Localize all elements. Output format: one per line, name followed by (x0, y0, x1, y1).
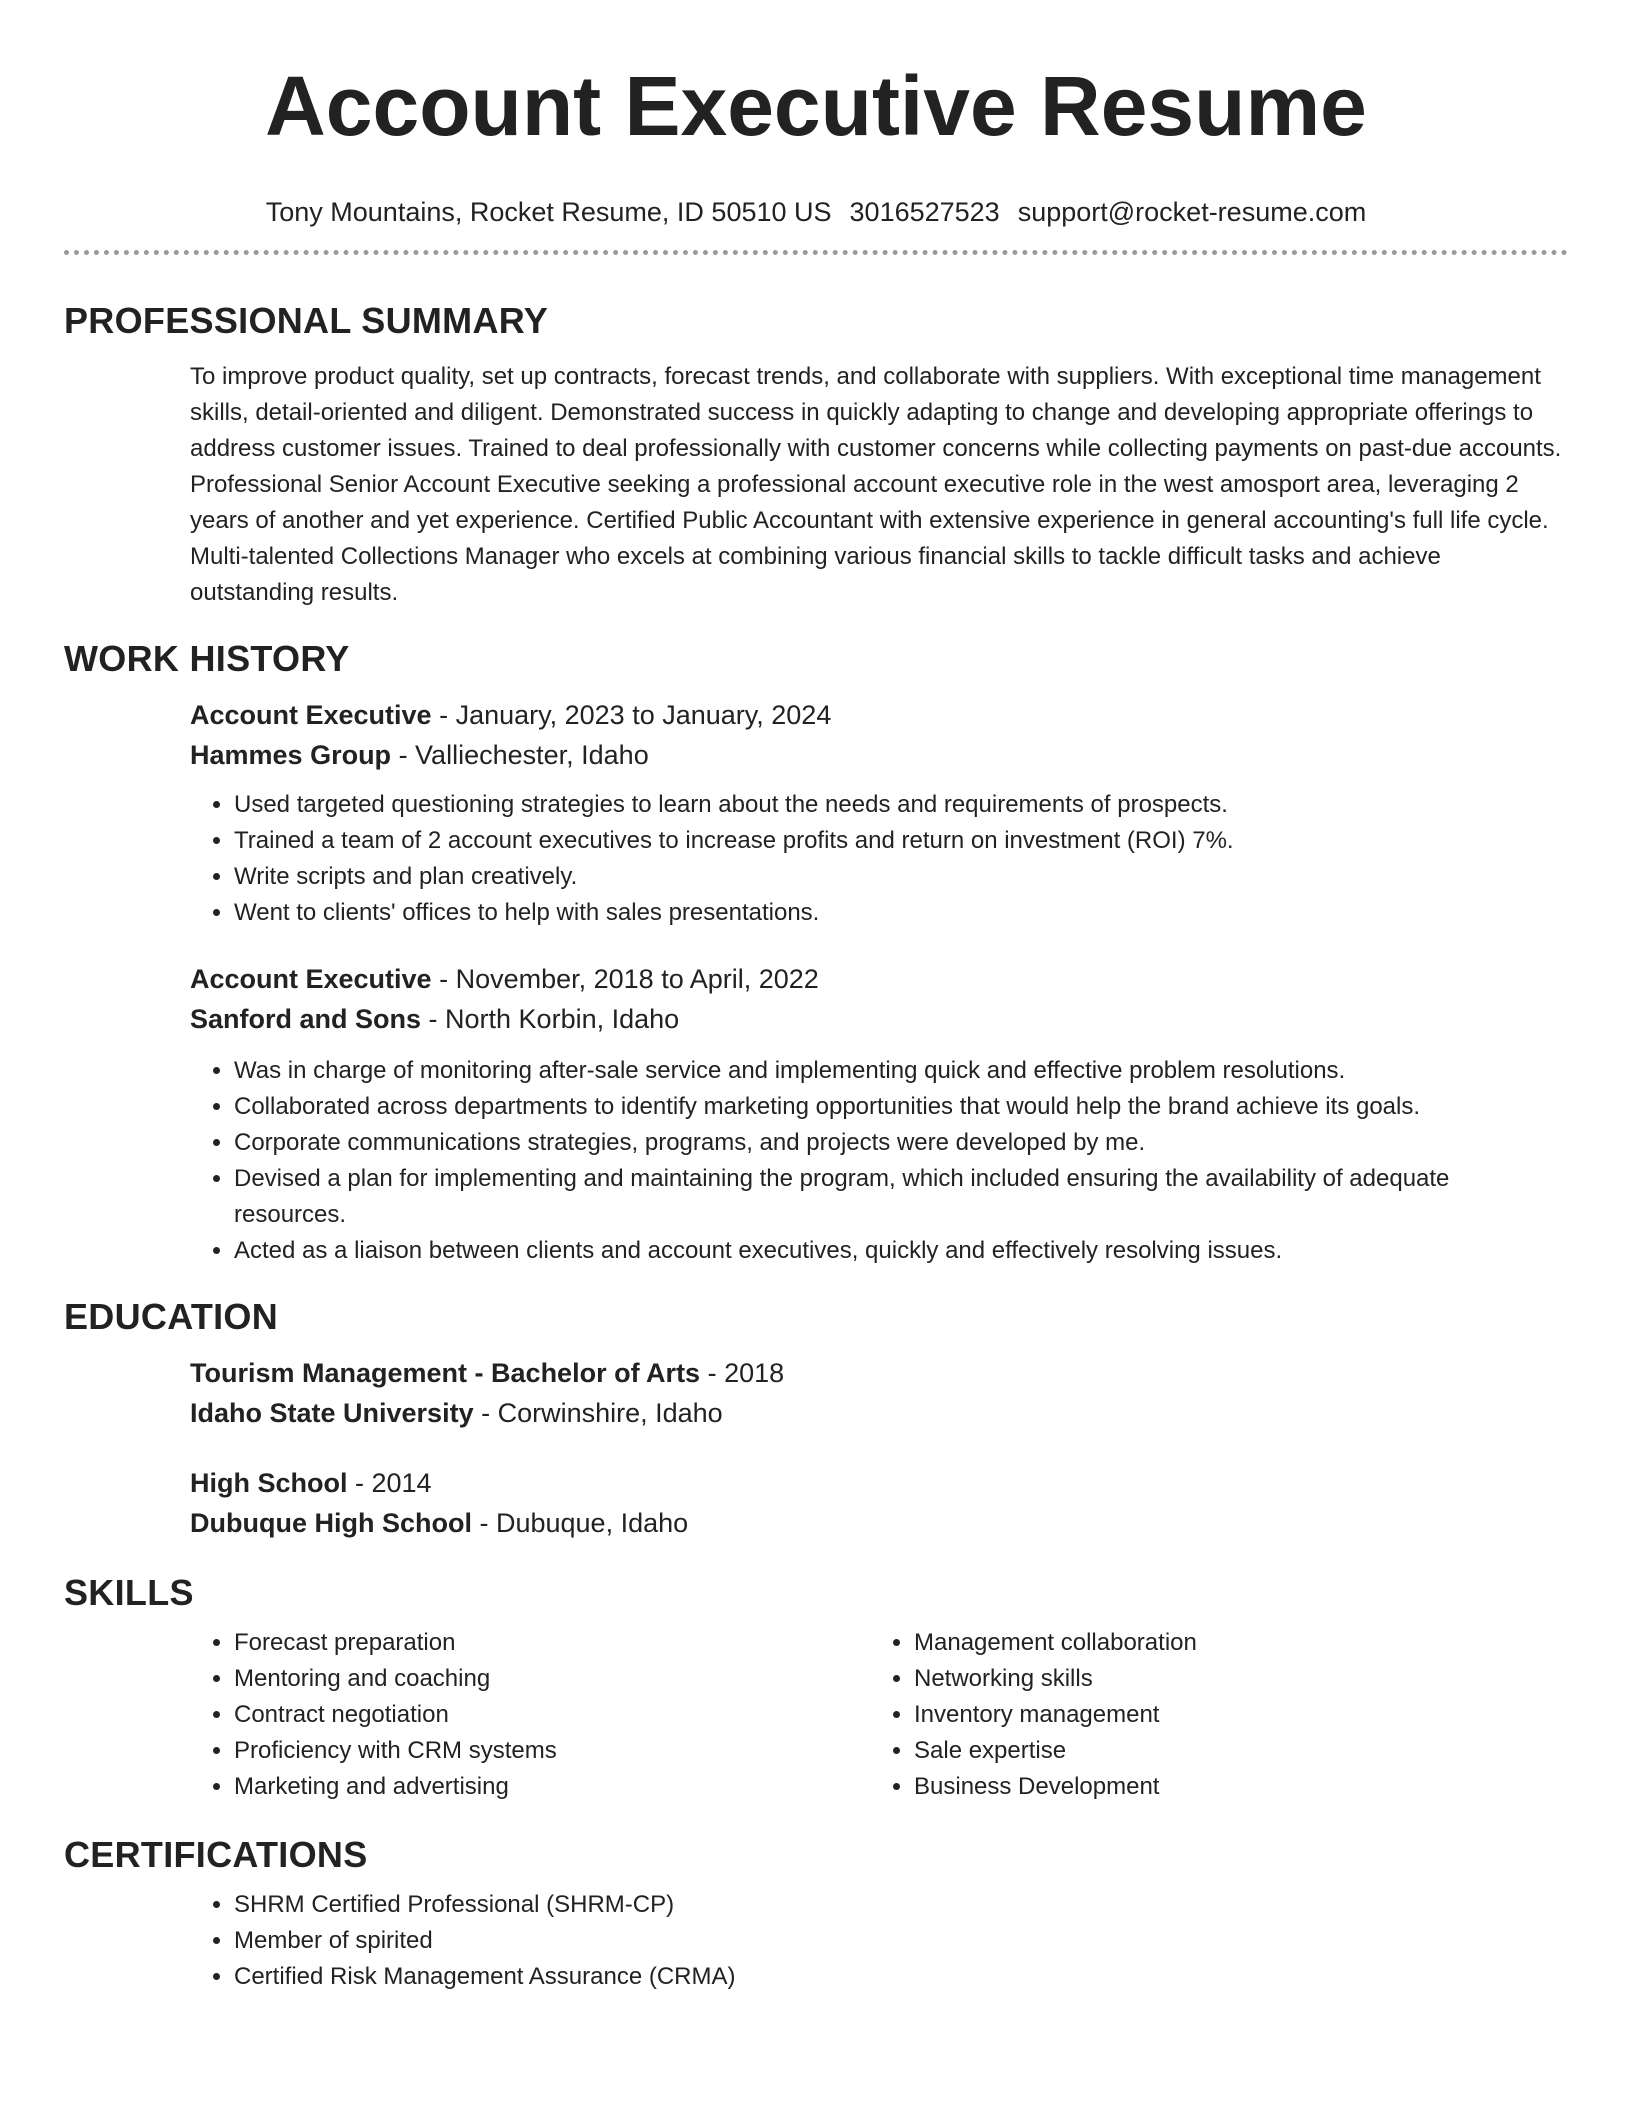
list-item: • Was in charge of monitoring after-sale service and implementing quick and effective problem resolutions. (234, 1053, 1568, 1089)
school-location: - Dubuque, Idaho (471, 1508, 689, 1538)
school-name: Idaho State University (190, 1398, 474, 1428)
skills-list-left (190, 1625, 870, 1805)
work-history-heading: WORK HISTORY (64, 638, 350, 679)
contact-email: support@rocket-resume.com (1017, 197, 1367, 227)
list-item: • Management collaboration (914, 1625, 1550, 1661)
list-item: • Forecast preparation (234, 1625, 870, 1661)
list-item: • Sale expertise (914, 1733, 1550, 1769)
contact-phone: 3016527523 (849, 197, 1000, 227)
list-item: • Networking skills (914, 1661, 1550, 1697)
list-item: • Trained a team of 2 account executives to increase profits and return on investment (ROI) 7%. (234, 823, 1568, 859)
list-item: • Mentoring and coaching (234, 1661, 870, 1697)
education-section (64, 1353, 1568, 1543)
degree-line (190, 1353, 1568, 1393)
certifications-section (64, 1887, 1568, 1995)
list-item: • Business Development (914, 1769, 1550, 1805)
degree-name: Tourism Management - Bachelor of Arts (190, 1358, 701, 1388)
list-item: • Contract negotiation (234, 1697, 870, 1733)
contact-line (64, 196, 1568, 228)
list-item: • Inventory management (914, 1697, 1550, 1733)
job-dates: - January, 2023 to January, 2024 (431, 700, 832, 730)
list-item: • Write scripts and plan creatively. (234, 859, 1568, 895)
work-history-section (64, 695, 1568, 1269)
degree-year: - 2018 (700, 1358, 785, 1388)
company-location: - Valliechester, Idaho (391, 740, 649, 770)
list-item: • Used targeted questioning strategies to learn about the needs and requirements of prospects. (234, 787, 1568, 823)
job-title: Account Executive (190, 964, 432, 994)
list-item: • Went to clients' offices to help with sales presentations. (234, 895, 1568, 931)
summary-heading: PROFESSIONAL SUMMARY (64, 300, 549, 341)
skills-columns (190, 1625, 1568, 1805)
header-divider (64, 250, 1568, 255)
company-location: - North Korbin, Idaho (421, 1004, 680, 1034)
degree-year: - 2014 (347, 1468, 432, 1498)
skills-heading: SKILLS (64, 1572, 194, 1613)
list-item: • Proficiency with CRM systems (234, 1733, 870, 1769)
job-dates: - November, 2018 to April, 2022 (431, 964, 819, 994)
school-line (190, 1393, 1568, 1433)
education-entry (190, 1463, 1568, 1543)
job-title-line (190, 959, 1568, 999)
company-line (190, 999, 1568, 1039)
list-item: • Collaborated across departments to identify marketing opportunities that would help the brand achieve its goals. (234, 1089, 1568, 1125)
job-duties-list (190, 787, 1568, 931)
summary-text: To improve product quality, set up contracts, forecast trends, and collaborate with suppliers. With exceptional time management skills, detail-oriented and diligent. Demonstrated success in quickly adapting to change and developing appropriate offerings to address customer issues. Trained to deal professionally with customer concerns while collecting payments on past-due accounts. Professional Senior Account Executive seeking a professional account executive role in the west amosport area, leveraging 2 years of another and yet experience. Certified Public Accountant with extensive experience in general accounting's full life cycle. Multi-talented Collections Manager who excels at combining various financial skills to tackle difficult tasks and achieve outstanding results. (190, 363, 1562, 606)
job-title-line (190, 695, 1568, 735)
list-item: • Corporate communications strategies, programs, and projects were developed by me. (234, 1125, 1568, 1161)
skills-section (64, 1625, 1568, 1805)
degree-line (190, 1463, 1568, 1503)
school-name: Dubuque High School (190, 1508, 472, 1538)
list-item: • Devised a plan for implementing and maintaining the program, which included ensuring the availability of adequate resources. (234, 1161, 1568, 1233)
school-line (190, 1503, 1568, 1543)
list-item: • Acted as a liaison between clients and account executives, quickly and effectively resolving issues. (234, 1233, 1568, 1269)
work-entry (190, 959, 1568, 1269)
company-name: Sanford and Sons (190, 1004, 422, 1034)
company-line (190, 735, 1568, 775)
list-item: • SHRM Certified Professional (SHRM-CP) (234, 1887, 1568, 1923)
work-entry (190, 695, 1568, 931)
resume-title: Account Executive Resume (265, 59, 1367, 153)
certifications-heading: CERTIFICATIONS (64, 1834, 368, 1875)
job-duties-list (190, 1053, 1568, 1269)
degree-name: High School (190, 1468, 348, 1498)
list-item: • Member of spirited (234, 1923, 1568, 1959)
education-entry (190, 1353, 1568, 1433)
company-name: Hammes Group (190, 740, 392, 770)
summary-section (64, 359, 1568, 611)
education-heading: EDUCATION (64, 1296, 279, 1337)
contact-address: Tony Mountains, Rocket Resume, ID 50510 US (265, 197, 832, 227)
list-item: • Certified Risk Management Assurance (CRMA) (234, 1959, 1568, 1995)
list-item: • Marketing and advertising (234, 1769, 870, 1805)
certifications-list (190, 1887, 1568, 1995)
skills-list-right (870, 1625, 1550, 1805)
school-location: - Corwinshire, Idaho (473, 1398, 723, 1428)
job-title: Account Executive (190, 700, 432, 730)
